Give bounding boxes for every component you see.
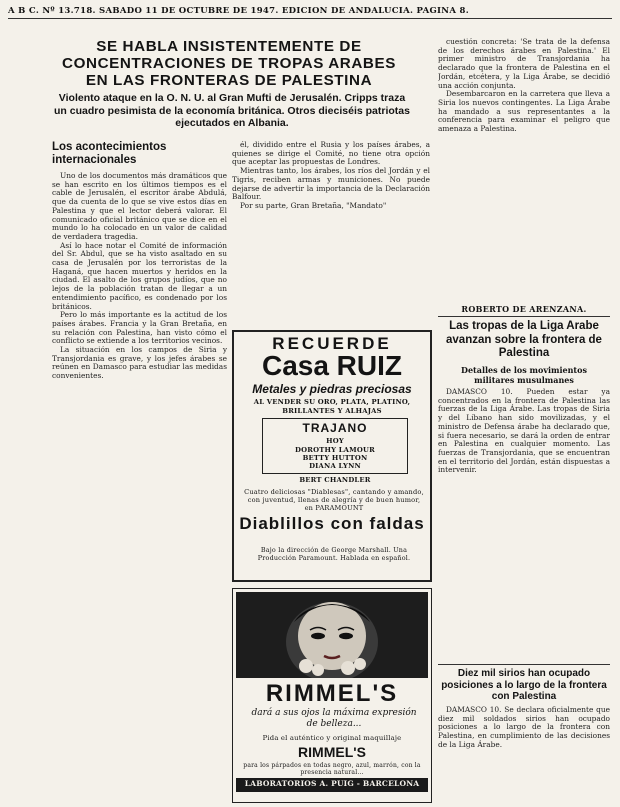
right-signature: ROBERTO DE ARENZANA.: [461, 304, 587, 314]
article2-heading: Las tropas de la Liga Arabe avanzan sobre la frontera de Palestina: [446, 320, 602, 359]
left-paragraph: Así lo hace notar el Comité de información del Sr. Abdul, que se ha visto asaltado en su casa de Jerusalén por los terroristas de la Haganá, que hacen muertos y heridos en la ciudad. El asalto de los grupos judíos, que no lejos de la población tratan de llegar a un entendimiento pacífico, es condenado por los británicos.: [52, 240, 227, 311]
ad-trajano-film: Diablillos con faldas: [239, 514, 425, 533]
ad-trajano-credit: Bajo la dirección de George Marshall. Una Producción Paramount. Hablada en español.: [257, 546, 411, 562]
ad-trajano-hoy: HOY: [326, 437, 344, 445]
left-paragraph: Pero lo más importante es la actitud de los países árabes. Francia y la Gran Bretaña, en su relación con Palestina, han visto cómo el conflicto se extiende a los territorios vecinos.: [52, 310, 227, 346]
right-rule-2: [438, 664, 610, 665]
ad-trajano-cast-0: DOROTHY LAMOUR: [295, 446, 375, 454]
page-header: A B C. Nº 13.718. SABADO 11 DE OCTUBRE DE 1947. EDICION DE ANDALUCIA. PAGINA 8.: [8, 6, 470, 16]
ad-rimmel-line1: Pida el auténtico y original maquillaje: [262, 734, 402, 742]
ad-metales: Metales y piedras preciosas: [252, 382, 412, 396]
middle-paragraph: Por su parte, Gran Bretaña, "Mandato": [240, 200, 387, 210]
ad-rimmel-footer: LABORATORIOS A. PUIG - BARCELONA: [244, 779, 420, 788]
middle-column-body: [232, 141, 430, 325]
ad-trajano-desc: Cuatro deliciosas "Diablesas", cantando y amando, con juventud, llenas de alegría y de buen humor, en PARAMOUNT: [244, 488, 424, 512]
ad-trajano-title: TRAJANO: [302, 421, 368, 435]
ad-rimmel-brand: RIMMEL'S: [265, 680, 399, 707]
main-subhead: Violento ataque en la O. N. U. al Gran Mufti de Jerusalén. Cripps traza un cuadro pesimista de la economía británica. Otros dieciséis patriotas ejecutados en Albania.: [54, 92, 410, 129]
right-paragraph: Desembarcaron en la carretera que lleva a Siria los nuevos contingentes. La Liga Árabe ha mandado a sus representantes a la conferencia para examinar el peligro que amenaza a Palestina.: [438, 89, 610, 134]
ad-casa-ruiz: Casa RUIZ: [261, 350, 403, 381]
left-paragraph: Uno de los documentos más dramáticos que se han escrito en los últimos tiempos es el cable de Jerusalén, el escritor árabe Abdulá, que da cuenta de lo que se vive estos días en Palestina y que el lector deberá valorar. El comunicado oficial británico que se dice en el mundo lo ha colocado en un valor de calidad de verdadera tragedia.: [52, 172, 227, 241]
article3-body: [438, 706, 610, 802]
header-rule: [8, 18, 612, 19]
middle-paragraph: él, dividido entre el Rusia y los países árabes, a quienes se dirige el Comité, no tiene otra opción que aceptar las propuestas de Londres.: [232, 141, 430, 167]
right-column-body-top: [438, 38, 610, 303]
article2-subheading: Detalles de los movimientos militares musulmanes: [461, 365, 587, 385]
left-column-body: [52, 172, 227, 800]
ad-ruiz-tagline: AL VENDER SU ORO, PLATA, PLATINO, BRILLANTES Y ALHAJAS: [253, 398, 411, 415]
ad-recuerde: RECUERDE: [272, 334, 392, 353]
article2-body: [438, 388, 610, 660]
article3-heading: Diez mil sirios han ocupado posiciones a lo largo de la frontera con Palestina: [441, 668, 607, 702]
article2-paragraph: DAMASCO 10. Pueden estar ya concentrados en la frontera de Palestina las fuerzas de la Liga Árabe. Las tropas de Siria y del Líbano han sido movilizadas, y el ministro de Defensa árabe ha declarado que, si fuera necesario, se dará la orden de entrar en Palestina en cualquier momento. Las fuerzas de Transjordania, que se encuentran en el territorio del Jordán, están dispuestas a intervenir.: [438, 388, 610, 475]
ad-trajano-cast-3: BERT CHANDLER: [299, 476, 371, 484]
main-headline: SE HABLA INSISTENTEMENTE DE CONCENTRACIONES DE TROPAS ARABES EN LAS FRONTERAS DE PALESTINA: [62, 38, 396, 89]
left-column-heading: Los acontecimientos internacionales: [52, 141, 167, 166]
ad-trajano-cast-1: BETTY HUTTON: [302, 454, 368, 462]
ad-trajano-cast-2: DIANA LYNN: [309, 462, 361, 470]
ad-rimmel-photo: [236, 592, 428, 678]
ad-rimmel-brand2: RIMMEL'S: [298, 744, 366, 760]
right-paragraph: cuestión concreta: 'Se trata de la defensa de los derechos árabes en Palestina.' El primer ministro de Transjordania ha declarado que la frontera de Palestina en el Jordán, etcétera, y la Liga Árabe, se decidió una acción conjunta.: [438, 38, 610, 90]
right-rule-1: [438, 316, 610, 317]
ad-rimmel-line2: para los párpados en todas negro, azul, marrón, con la presencia natural...: [243, 762, 421, 776]
ad-rimmel-tagline: dará a sus ojos la máxima expresión de belleza...: [251, 708, 417, 729]
left-paragraph: La situación en los campos de Siria y Transjordania es grave, y los jefes árabes se reúnen en Damasco para estudiar las medidas convenientes.: [52, 345, 227, 381]
middle-paragraph: Mientras tanto, los árabes, los ríos del Jordán y el Tigris, reciben armas y municiones. No puede dejarse de advertir la importancia de la Declaración Balfour.: [232, 166, 430, 202]
article3-paragraph: DAMASCO 10. Se declara oficialmente que diez mil soldados sirios han ocupado posiciones a lo largo de la frontera con Palestina, en cumplimiento de las decisiones de la Liga Árabe.: [438, 706, 610, 749]
